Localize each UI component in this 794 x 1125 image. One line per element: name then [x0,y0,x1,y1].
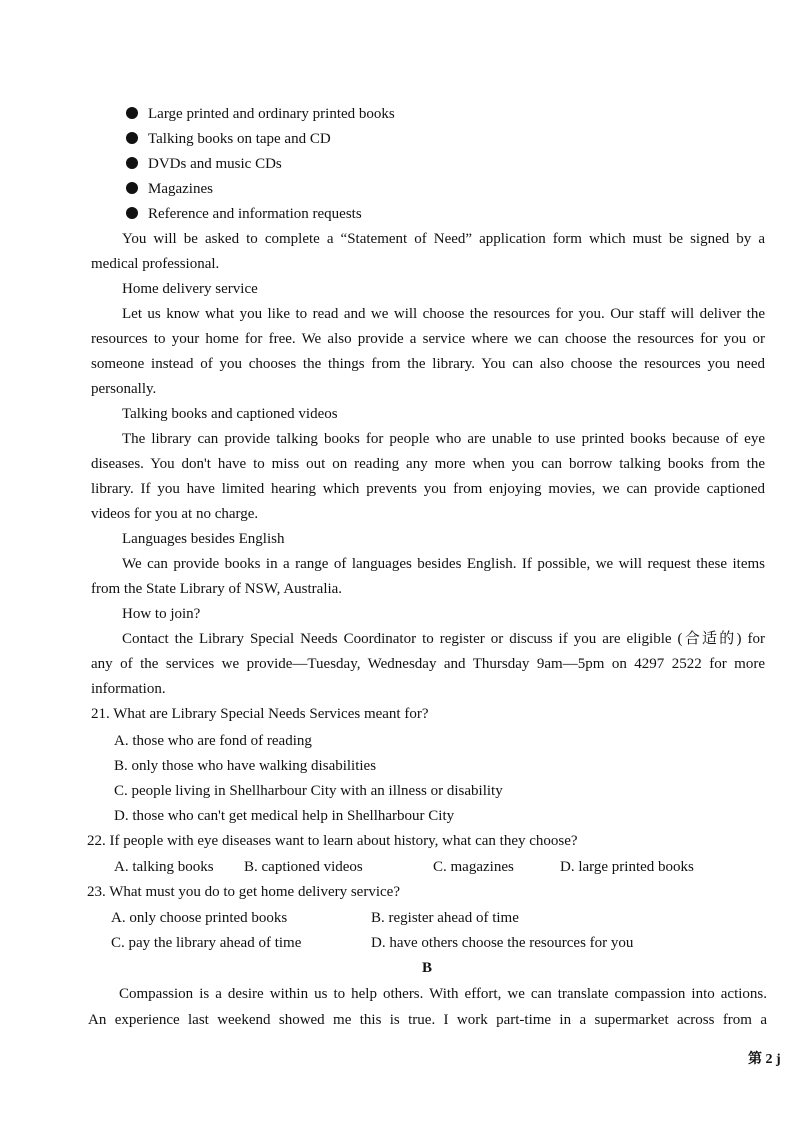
paragraph-line: diseases. You don't have to miss out on reading any more when you can borrow talking books from the [91,456,765,472]
answer-option: B. register ahead of time [371,910,519,926]
paragraph-line: someone instead of you chooses the things from the library. You can also choose the resources you need [91,356,765,372]
question-stem: 21. What are Library Special Needs Services meant for? [91,706,429,722]
section-letter: B [422,960,433,976]
statement-line: You will be asked to complete a “Statement of Need” application form which must be signed by a [122,231,765,247]
answer-option: D. those who can't get medical help in Shellharbour City [114,808,455,824]
paragraph-line: personally. [91,381,157,397]
answer-option: C. pay the library ahead of time [111,935,302,951]
section-heading: Languages besides English [122,531,285,547]
section-heading: How to join? [122,606,201,622]
answer-option: A. talking books [114,859,214,875]
paragraph-line: Contact the Library Special Needs Coordinator to register or discuss if you are eligible (合适的) for [122,631,765,647]
paragraph-line: library. If you have limited hearing which prevents you from enjoying movies, we can provide captioned [91,481,765,497]
answer-option: B. only those who have walking disabilities [114,758,377,774]
paragraph-line: any of the services we provide—Tuesday, Wednesday and Thursday 9am—5pm on 4297 2522 for more [91,656,765,672]
paragraph-line: videos for you at no charge. [91,506,259,522]
answer-option: D. have others choose the resources for you [371,935,634,951]
answer-option: C. people living in Shellharbour City with an illness or disability [114,783,503,799]
bullet-item: Reference and information requests [126,204,362,224]
paragraph-line: Compassion is a desire within us to help others. With effort, we can translate compassion into actions. [119,986,767,1002]
answer-option: D. large printed books [560,859,694,875]
page-number: 第 2 j [748,1052,781,1067]
bullet-item: DVDs and music CDs [126,154,282,174]
answer-option: A. those who are fond of reading [114,733,312,749]
answer-option: B. captioned videos [244,859,363,875]
paragraph-line: information. [91,681,166,697]
paragraph-line: resources to your home for free. We also provide a service where we can choose the resources for you or [91,331,765,347]
bullet-icon [126,107,138,119]
section-heading: Talking books and captioned videos [122,406,338,422]
paragraph-line: An experience last weekend showed me this is true. I work part-time in a supermarket across from a [88,1012,767,1028]
section-heading: Home delivery service [122,281,258,297]
bullet-item: Magazines [126,179,213,199]
bullet-icon [126,132,138,144]
answer-option: A. only choose printed books [111,910,288,926]
paragraph-line: We can provide books in a range of languages besides English. If possible, we will request these items [122,556,765,572]
question-stem: 23. What must you do to get home delivery service? [87,884,400,900]
bullet-item: Talking books on tape and CD [126,129,331,149]
answer-option: C. magazines [433,859,514,875]
paragraph-line: The library can provide talking books for people who are unable to use printed books because of eye [122,431,765,447]
statement-line: medical professional. [91,256,220,272]
bullet-icon [126,157,138,169]
question-stem: 22. If people with eye diseases want to learn about history, what can they choose? [87,833,578,849]
bullet-icon [126,207,138,219]
paragraph-line: from the State Library of NSW, Australia. [91,581,343,597]
bullet-item: Large printed and ordinary printed books [126,104,395,124]
bullet-icon [126,182,138,194]
paragraph-line: Let us know what you like to read and we will choose the resources for you. Our staff will deliver the [122,306,765,322]
